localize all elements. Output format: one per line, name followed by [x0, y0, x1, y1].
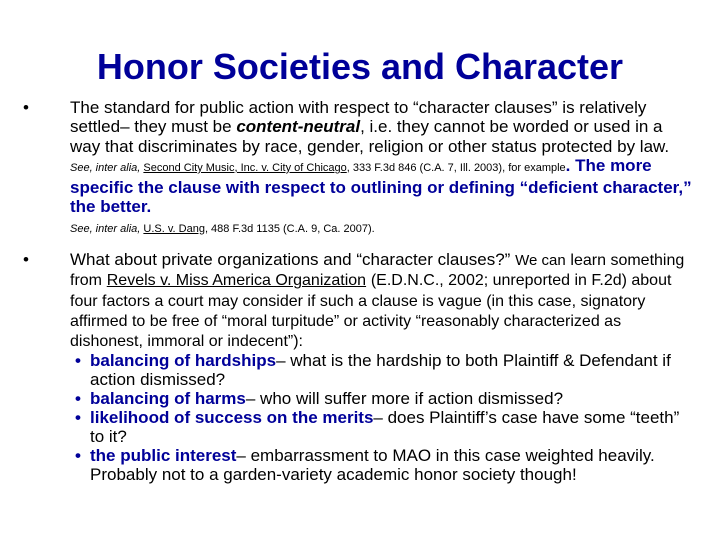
- factor-label: the public interest: [90, 446, 237, 466]
- case-name-second-city-music: Second City Music, Inc. v. City of Chicago: [143, 161, 347, 174]
- court-factors-list: [75, 351, 693, 484]
- sub-bullet-marker: •: [75, 389, 81, 409]
- factor-text: – embarrassment to MAO in this case weighted heavily. Probably not to a garden-variety academic honor society though!: [90, 446, 655, 485]
- bullet-text-part: What about private organizations and “character clauses?”: [70, 250, 511, 269]
- sub-bullet-marker: •: [75, 351, 81, 371]
- bullet-text-part: learn something from: [70, 252, 685, 290]
- case-name-revels: Revels v. Miss America Organization: [106, 272, 367, 290]
- citation-reporter: , 333 F.3d 846 (C.A. 7, Ill. 2003), for example: [346, 161, 566, 174]
- bullet-text-part: , i.e. they cannot be worded or used in a way that discriminates by race, gender, religion or other status protected by law.: [70, 117, 670, 156]
- bullet-text-part: We can: [515, 252, 566, 269]
- citation-reporter: , 488 F.3d 1135 (C.A. 9, Ca. 2007).: [204, 222, 375, 235]
- sub-bullet-marker: •: [75, 446, 81, 466]
- factor-balancing-of-harms: [75, 389, 693, 408]
- citation-2: [70, 223, 375, 235]
- bullet-text: [70, 250, 693, 351]
- factor-label: balancing of harms: [90, 389, 246, 409]
- factor-balancing-of-hardships: [75, 351, 693, 389]
- bullet-marker: •: [23, 98, 29, 117]
- bullet-text: [70, 98, 693, 239]
- factor-label: balancing of hardships: [90, 351, 277, 371]
- citation-signal: See, inter alia,: [70, 161, 141, 174]
- slide-title: Honor Societies and Character: [96, 46, 624, 87]
- bullet-marker: •: [23, 250, 29, 269]
- content-neutral-emphasis: content-neutral: [236, 117, 361, 137]
- bullet-text-part: The standard for public action with respect to “character clauses” is relatively settled– they must be: [70, 98, 647, 137]
- factor-text: – does Plaintiff’s case have some “teeth” to it?: [90, 408, 680, 447]
- bullet-text-part: (E.D.N.C., 2002; unreported in F.2d) about four factors a court may consider if such a clause is vague (in this case, signatory affirmed to be free of “moral turpitude” or activity “reasonably characterized as dishonest, immoral or indecent”):: [70, 272, 672, 351]
- case-name-us-v-dang: U.S. v. Dang: [143, 222, 205, 235]
- citation-1: [70, 162, 566, 174]
- specific-clause-emphasis: . The more specific the clause with respect to outlining or defining “deficient character,” the better.: [70, 155, 692, 217]
- factor-likelihood-of-success: [75, 408, 693, 446]
- factor-public-interest: [75, 446, 693, 484]
- factor-text: – what is the hardship to both Plaintiff & Defendant if action dismissed?: [90, 351, 671, 390]
- citation-signal: See, inter alia,: [70, 222, 141, 235]
- bullet-private-organizations: [23, 250, 693, 484]
- bullet-character-clauses-public: [23, 98, 693, 239]
- factor-label: likelihood of success on the merits: [90, 408, 374, 428]
- sub-bullet-marker: •: [75, 408, 81, 428]
- factor-text: – who will suffer more if action dismissed?: [245, 389, 564, 409]
